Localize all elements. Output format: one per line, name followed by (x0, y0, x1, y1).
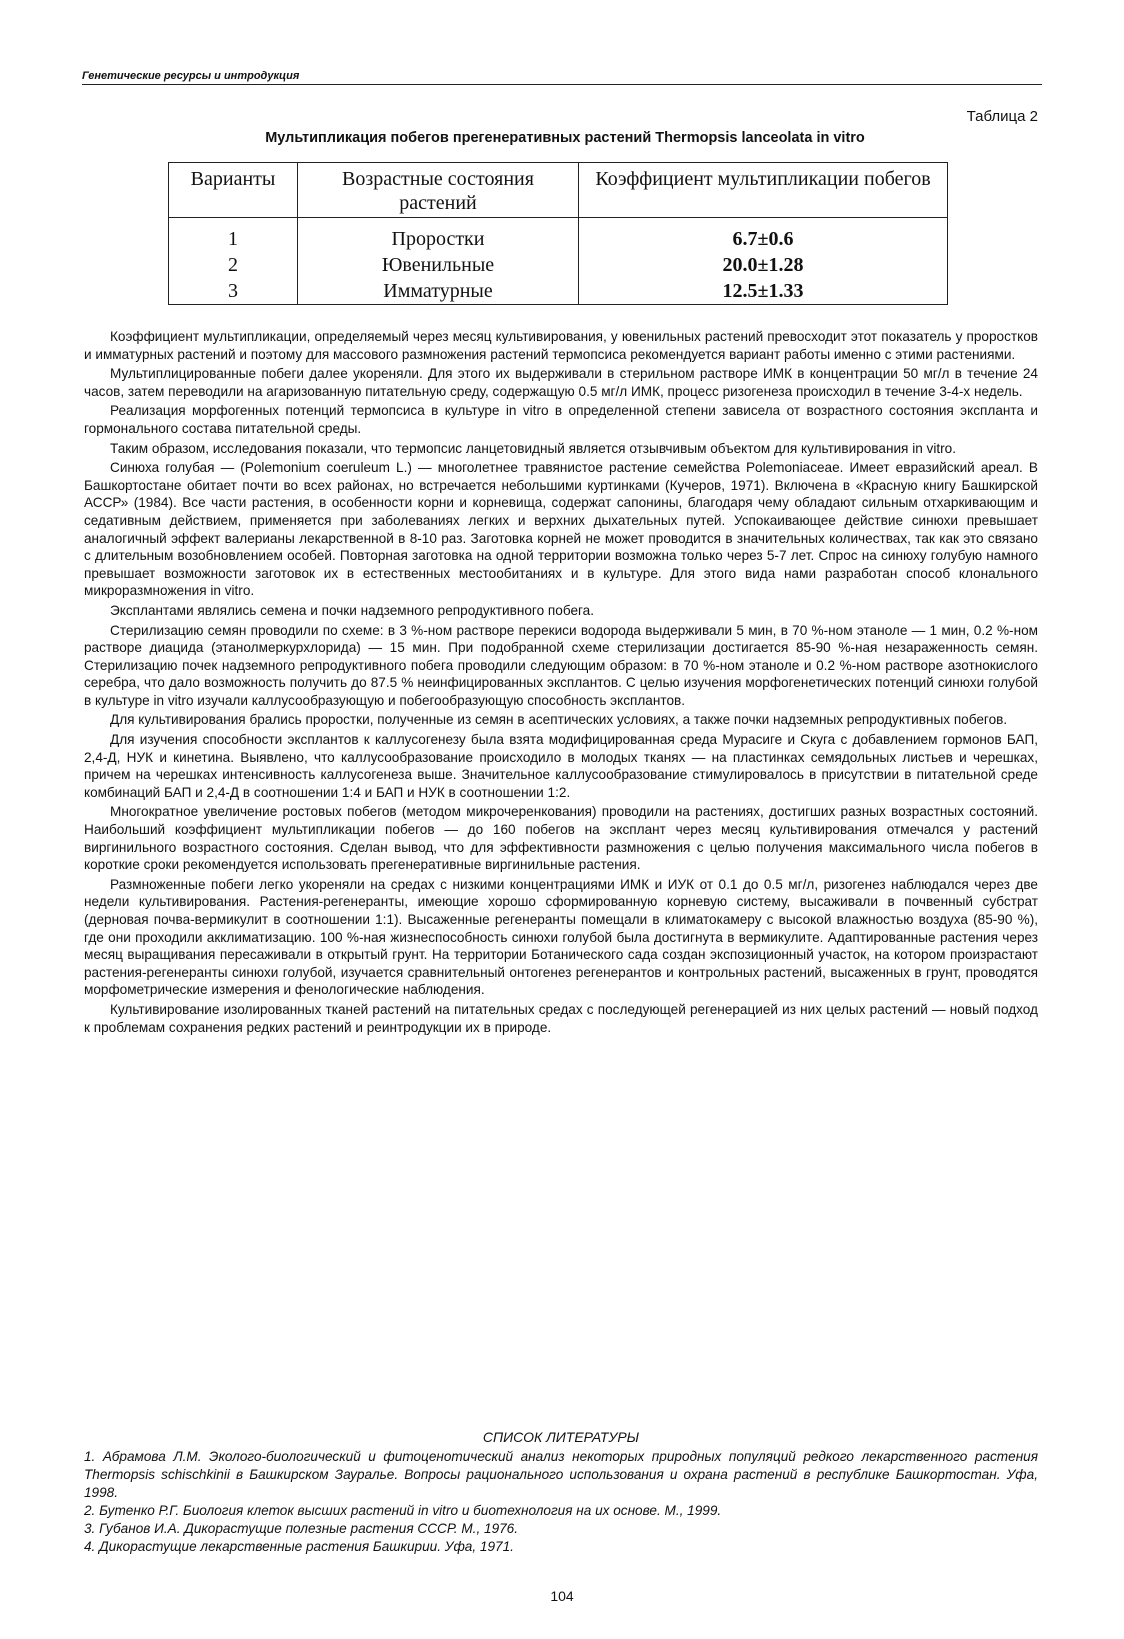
references-section (84, 1428, 1038, 1556)
paragraph: Мультиплицированные побеги далее укореняли. Для этого их выдерживали в стерильном растворе ИМК в концентрации 50 мг/л в течение 24 часов, затем переводили на агаризованную питательную среду, содержащую 0.5 мг/л ИМК, процесс ризогенеза происходил в течение 3-4-х недель. (84, 366, 1038, 399)
paragraph: Реализация морфогенных потенций термопсиса в культуре in vitro в определенной степени зависела от возрастного состояния экспланта и гормонального состава питательной среды. (84, 403, 1038, 436)
cell-coefficient: 20.0±1.28 (579, 252, 948, 278)
cell-variant: 2 (169, 252, 298, 278)
running-head: Генетические ресурсы и интродукция (82, 70, 1042, 85)
multiplication-table (168, 162, 948, 305)
page-number: 104 (550, 1588, 574, 1604)
reference-item: 4. Дикорастущие лекарственные растения Башкирии. Уфа, 1971. (84, 1539, 514, 1554)
cell-coefficient: 12.5±1.33 (579, 278, 948, 305)
paragraph: Коэффициент мультипликации, определяемый через месяц культивирования, у ювенильных растений превосходит этот показатель у проростков и имматурных растений и поэтому для массового размножения растений термопсиса рекомендуется вариант работы именно с этими растениями. (84, 329, 1038, 362)
cell-state: Проростки (298, 218, 579, 253)
paragraph: Эксплантами являлись семена и почки надземного репродуктивного побега. (110, 602, 595, 618)
paragraph: Культивирование изолированных тканей растений на питательных средах с последующей регенерацией из них целых растений — новый подход к проблемам сохранения редких растений и реинтродукции их в природе. (84, 1001, 1038, 1035)
paragraph: Синюха голубая — (Polemonium coeruleum L.) — многолетнее травянистое растение семейства Polemoniaceae. Имеет евразийский ареал. В Башкортостане обитает почти во всех районах, но встречается небольшими куртинками (Кучеров, 1971). Включена в «Красную книгу Башкирской АССР» (1984). Все части растения, в особенности корни и корневища, содержат сапонины, благодаря чему обладают сильным отхаркивающим и седативным действием, применяется при заболеваниях легких и верхних дыхательных путей. Успокаивающее действие синюхи превышает аналогичный эффект валерианы лекарственной в 8-10 раз. Заготовка корней не может проводится в значительных количествах, так как это связано с длительным возобновлением особей. Повторная заготовка на одной территории возможна только через 5-7 лет. Спрос на синюху голубую намного превышает возможности заготовок их в естественных местообитаниях и в культуре. Для этого вида нами разработан способ клонального микроразмножения in vitro. (84, 460, 1038, 599)
table-row (169, 252, 948, 278)
table-title: Мультипликация побегов прегенеративных растений Thermopsis lanceolata in vitro (265, 130, 865, 146)
paragraph: Размноженные побеги легко укореняли на средах с низкими концентрациями ИМК и ИУК от 0.1 до 0.5 мг/л, ризогенез наблюдался через две недели культивирования. Растения-регенеранты, имеющие хорошо сформированную корневую систему, высаживали в почвенный субстрат (дерновая почва-вермикулит в соотношении 1:1). Высаженные регенеранты помещали в климатокамеру с высокой влажностью воздуха (85-90 %), где они проходили акклиматизацию. 100 %-ная жизнеспособность синюхи голубой была достигнута в вермикулите. Адаптированные растения через месяц выращивания пересаживали в открытый грунт. На территории Ботанического сада создан экспозиционный участок, на котором произрастают растения-регенеранты синюхи голубой, изучается сравнительный онтогенез регенерантов и контрольных растений, высаженных в грунт, проводятся морфометрические измерения и фенологические наблюдения. (84, 876, 1038, 998)
reference-item: 3. Губанов И.А. Дикорастущие полезные растения СССР. М., 1976. (84, 1521, 519, 1536)
body-text (84, 328, 1038, 1038)
table-label: Таблица 2 (966, 108, 1038, 125)
table-row (169, 218, 948, 253)
header-coefficient: Коэффициент мультипликации побегов (579, 163, 948, 218)
cell-variant: 1 (169, 218, 298, 253)
header-age-states: Возрастные состояния растений (298, 163, 579, 218)
paragraph: Стерилизацию семян проводили по схеме: в 3 %-ном растворе перекиси водорода выдерживали 5 мин, в 70 %-ном этаноле — 1 мин, 0.2 %-ном растворе диацида (этанолмеркурхлорида) — 15 мин. При подобранной схеме стерилизации достигается 85-90 %-ная незараженность семян. Стерилизацию почек надземного репродуктивного побега проводили следующим образом: в 70 %-ном этаноле и 0.2 %-ном растворе азотнокислого серебра, что дало возможность получить до 87.5 % неинфицированных эксплантов. С целью изучения морфогенетических потенций синюхи голубой в культуре in vitro изучали каллусообразующую и побегообразующую способность эксплантов. (84, 622, 1038, 708)
cell-coefficient: 6.7±0.6 (579, 218, 948, 253)
cell-state: Имматурные (298, 278, 579, 305)
header-variants: Варианты (169, 163, 298, 218)
paragraph: Таким образом, исследования показали, что термопсис ланцетовидный является отзывчивым объектом для культивирования in vitro. (110, 440, 957, 456)
cell-state: Ювенильные (298, 252, 579, 278)
table-row (169, 278, 948, 305)
paragraph: Многократное увеличение ростовых побегов (методом микрочеренкования) проводили на растениях, достигших разных возрастных состояний. Наибольший коэффициент мультипликации побегов — до 160 побегов на эксплант через месяц культивирования отмечался у растений виргинильного возрастного состояния. Сделан вывод, что для эффективности размножения с целью получения максимального числа побегов в короткие сроки рекомендуется использовать прегенеративные виргинильные растения. (84, 804, 1038, 873)
paragraph: Для изучения способности эксплантов к каллусогенезу была взята модифицированная среда Мурасиге и Скуга с добавлением гормонов БАП, 2,4-Д, НУК и кинетина. Выявлено, что каллусообразование происходило в молодых тканях — на пластинках семядольных листьев и черешках, причем на черешках интенсивность каллусогенеза выше. Значительное каллусообразование стимулировалось в присутствии в питательной среде комбинаций БАП и 2,4-Д в соотношении 1:4 и БАП и НУК в соотношении 1:2. (84, 732, 1038, 800)
cell-variant: 3 (169, 278, 298, 305)
reference-item: 2. Бутенко Р.Г. Биология клеток высших растений in vitro и биотехнология на их основе. М., 1999. (84, 1503, 722, 1518)
table-header-row (169, 163, 948, 218)
paragraph: Для культивирования брались проростки, полученные из семян в асептических условиях, а также почки надземных репродуктивных побегов. (110, 712, 1008, 728)
references-heading: СПИСОК ЛИТЕРАТУРЫ (482, 1429, 640, 1445)
reference-item: 1. Абрамова Л.М. Эколого-биологический и фитоценотический анализ некоторых природных популяций редкого лекарственного растения Thermopsis schischkinii в Башкирском Зауралье. Вопросы рационального использования и охрана растений в республике Башкортостан. Уфа, 1998. (84, 1449, 1038, 1500)
references-list (84, 1448, 1038, 1556)
